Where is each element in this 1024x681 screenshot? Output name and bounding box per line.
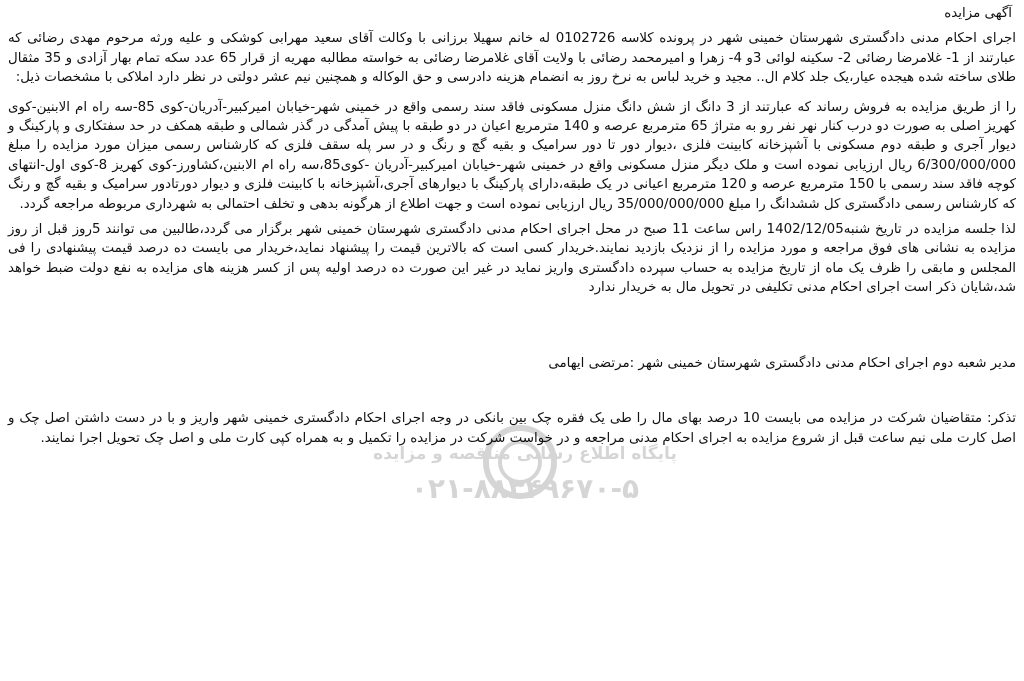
notice-signature: مدیر شعبه دوم اجرای احکام مدنی دادگستری شهرستان خمینی شهر :مرتضی ایهامی bbox=[548, 355, 1016, 371]
notice-note: تذکر: متقاضیان شرکت در مزایده می بایست 10 درصد بهای مال را طی یک فقره چک بین بانکی در وجه اجرای احکام دادگستری خمینی شهر واریز و با در دست داشتن اصل چک و اصل کارت ملی نیم ساعت قبل از شروع مزایده به اجرای احکام مدنی مراجعه و در خواست شرکت در مزایده را تکمیل و به همراه کپی کارت ملی و اصل چک تحویل اجرا نمایند. bbox=[8, 411, 1016, 446]
watermark-phone: ۰۲۱-۸۸۳۴۹۶۷۰-۵ bbox=[410, 472, 640, 505]
notice-paragraph-session: لذا جلسه مزایده در تاریخ شنبه1402/12/05 راس ساعت 11 صبح در محل اجرای احکام مدنی دادگستری شهرستان خمینی شهر برگزار می گردد،طالبین می توانند 5روز قبل از روز مزایده به نشانی های فوق مراجعه و مورد مزایده را از نزدیک بازدید نمایند.خریدار کسی است که بالاترین قیمت را پیشنهاد نماید،خریدار می بایست ده درصد قیمت پیشنهادی را فی المجلس و مابقی را ظرف یک ماه از تاریخ مزایده به حساب سپرده دادگستری واریز نماید در غیر این صورت ده درصد اولیه پس از کسر هزینه های مزایده به نفع دولت ضبط خواهد شد،شایان ذکر است اجرای احکام مدنی تکلیفی در تحویل مال به خریدار ندارد bbox=[8, 222, 1017, 296]
notice-paragraph-properties: را از طریق مزایده به فروش رساند که عبارتند از 3 دانگ از شش دانگ منزل مسکونی فاقد سند رسمی واقع در خمینی شهر-خیابان امیرکبیر-آدریان-کوی 85-سه راه ام الابنین-کوی کهریز اصلی به صورت دو درب کنار نهر نفر رو به متراژ 65 مترمربع عرصه و 140 مترمربع اعیان در دو طبقه با پیش آمدگی در گذر شمالی و طبقه همکف در حد سفتکاری و پارکینگ و دیوار آجری و طبقه دوم مسکونی با آشپزخانه کابینت فلزی ،دیوار دور تا دور سرامیک و بقیه گچ و رنگ و در سر پله سقف فلزی که کارشناس رسمی میزان مورد مزایده را مبلغ 6/300/000/000 ریال ارزیابی نموده است و ملک دیگر منزل مسکونی واقع در خمینی شهر-خیابان امیرکبیر-آدریان -کوی85،سه راه ام الابنین،کشاورز-کوی کهریز 8-کوی اول-انتهای کوچه فاقد سند رسمی با 150 مترمربع عرصه و 120 مترمربع اعیانی در یک طبقه،دارای پارکینگ با دیوارهای آجری،آشپزخانه با کابینت فلزی و دیوار دورتادور سرامیک و بقیه گچ و رنگ که کارشناس رسمی دادگستری کل ششدانگ را مبلغ 35/000/000/000 ریال ارزیابی نموده است و جهت اطلاع از هرگونه بدهی و تخلف احتمالی به شهرداری مربوطه مراجعه گردد. bbox=[8, 99, 1017, 212]
notice-title: آگهی مزایده bbox=[944, 6, 1012, 21]
watermark-text: پایگاه اطلاع رسانی مناقصه و مزایده bbox=[373, 444, 677, 464]
auction-notice bbox=[8, 4, 1016, 448]
notice-paragraph-intro: اجرای احکام مدنی دادگستری شهرستان خمینی شهر در پرونده کلاسه 0102726 له خانم سهیلا برزانی با وکالت آقای سعید مهرابی کوشکی و علیه ورثه مرحوم مهدی رضائی که عبارتند از 1- غلامرضا رضائی 2- سکینه لوائی 3و 4- زهرا و امیرمحمد رضائی با ولایت آقای غلامرضا رضائی به خواسته مطالبه مهریه از قرار 65 عدد سکه تمام بهار آزادی و 35 مثقال طلای ساخته شده هیجده عیار،یک جلد کلام ال.. مجید و خرید لباس به نرخ روز به انضمام هزینه دادرسی و حق الوکاله و همچنین نیم عشر دولتی در نظر دارد املاکی با مشخصات ذیل: bbox=[8, 31, 1016, 86]
